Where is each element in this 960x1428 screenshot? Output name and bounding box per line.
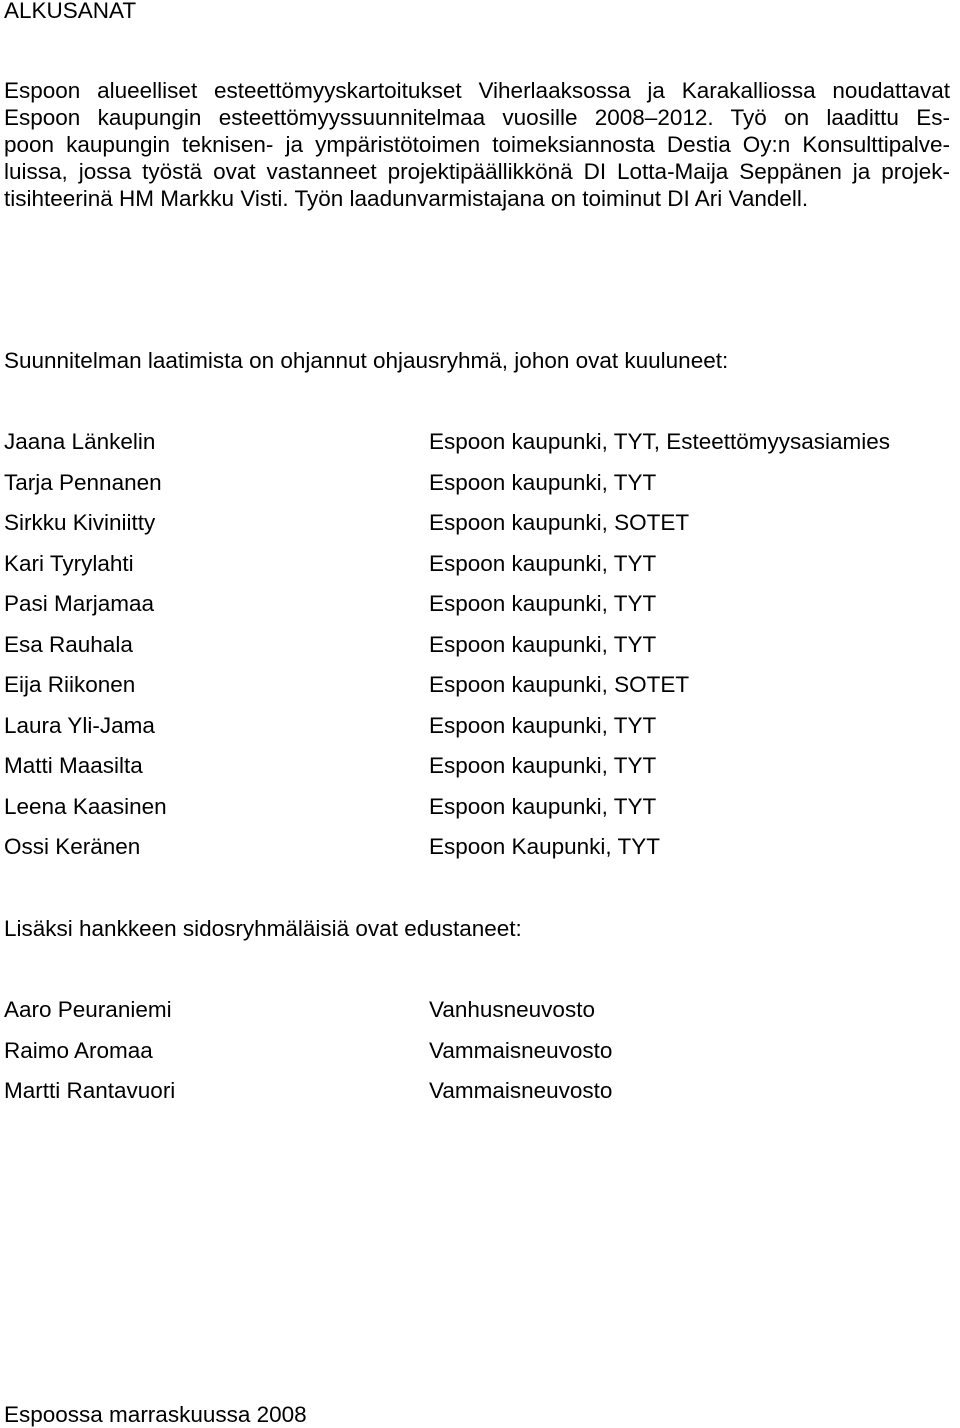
member-name: Sirkku Kiviniitty: [4, 510, 156, 535]
member-organization: Espoon kaupunki, TYT, Esteettömyysasiamies: [429, 429, 891, 454]
list-item: [4, 469, 944, 510]
list-item: [4, 712, 944, 753]
list-item: [4, 1037, 944, 1078]
steering-group-lead: Suunnitelman laatimista on ohjannut ohjausryhmä, johon ovat kuuluneet:: [4, 348, 729, 373]
member-organization: Espoon kaupunki, TYT: [429, 631, 657, 657]
place-and-date: Espoossa marraskuussa 2008: [4, 1402, 307, 1427]
member-organization: Vammaisneuvosto: [429, 1078, 613, 1103]
member-organization: Espoon kaupunki, TYT: [429, 591, 657, 616]
member-organization: Espoon Kaupunki, TYT: [429, 834, 660, 859]
list-item: [4, 631, 944, 672]
stakeholders-list: [4, 996, 944, 1118]
member-name: Leena Kaasinen: [4, 793, 167, 819]
intro-line: luissa, jossa työstä ovat vastanneet projektipäällikkönä DI Lotta-Maija Seppänen ja projek-: [4, 159, 950, 184]
list-item: [4, 509, 944, 550]
member-name: Kari Tyrylahti: [4, 550, 134, 576]
stakeholders-lead: Lisäksi hankkeen sidosryhmäläisiä ovat edustaneet:: [4, 916, 522, 941]
intro-line: tisihteerinä HM Markku Visti. Työn laadunvarmistajana on toiminut DI Ari Vandell.: [4, 186, 809, 211]
member-organization: Espoon kaupunki, TYT: [429, 753, 657, 778]
member-name: Ossi Keränen: [4, 834, 141, 859]
list-item: [4, 428, 944, 469]
member-name: Esa Rauhala: [4, 631, 133, 657]
member-organization: Espoon kaupunki, TYT: [429, 469, 657, 495]
intro-line: poon kaupungin teknisen- ja ympäristötoimen toimeksiannosta Destia Oy:n Konsulttipalve-: [4, 132, 950, 157]
member-name: Jaana Länkelin: [4, 429, 156, 454]
list-item: [4, 833, 944, 874]
steering-group-list: [4, 428, 944, 874]
member-name: Pasi Marjamaa: [4, 591, 155, 616]
list-item: [4, 671, 944, 712]
list-item: [4, 1077, 944, 1118]
member-organization: Vanhusneuvosto: [429, 997, 595, 1022]
member-organization: Espoon kaupunki, TYT: [429, 793, 657, 819]
member-name: Raimo Aromaa: [4, 1037, 153, 1063]
member-name: Tarja Pennanen: [4, 469, 162, 495]
list-item: [4, 550, 944, 591]
list-item: [4, 752, 944, 793]
member-name: Eija Riikonen: [4, 672, 136, 697]
list-item: [4, 996, 944, 1037]
intro-paragraph: [4, 77, 950, 212]
intro-line: Espoon kaupungin esteettömyyssuunnitelmaa vuosille 2008–2012. Työ on laadittu Es-: [4, 105, 950, 130]
member-name: Martti Rantavuori: [4, 1078, 176, 1103]
list-item: [4, 793, 944, 834]
member-organization: Espoon kaupunki, SOTET: [429, 510, 690, 535]
member-name: Aaro Peuraniemi: [4, 997, 172, 1022]
member-organization: Espoon kaupunki, TYT: [429, 712, 657, 738]
page-title: ALKUSANAT: [4, 0, 137, 23]
member-name: Matti Maasilta: [4, 753, 143, 778]
member-name: Laura Yli-Jama: [4, 712, 155, 738]
member-organization: Espoon kaupunki, TYT: [429, 550, 657, 576]
list-item: [4, 590, 944, 631]
member-organization: Espoon kaupunki, SOTET: [429, 672, 690, 697]
intro-line: Espoon alueelliset esteettömyyskartoitukset Viherlaaksossa ja Karakalliossa noudattavat: [4, 78, 950, 103]
member-organization: Vammaisneuvosto: [429, 1037, 613, 1063]
